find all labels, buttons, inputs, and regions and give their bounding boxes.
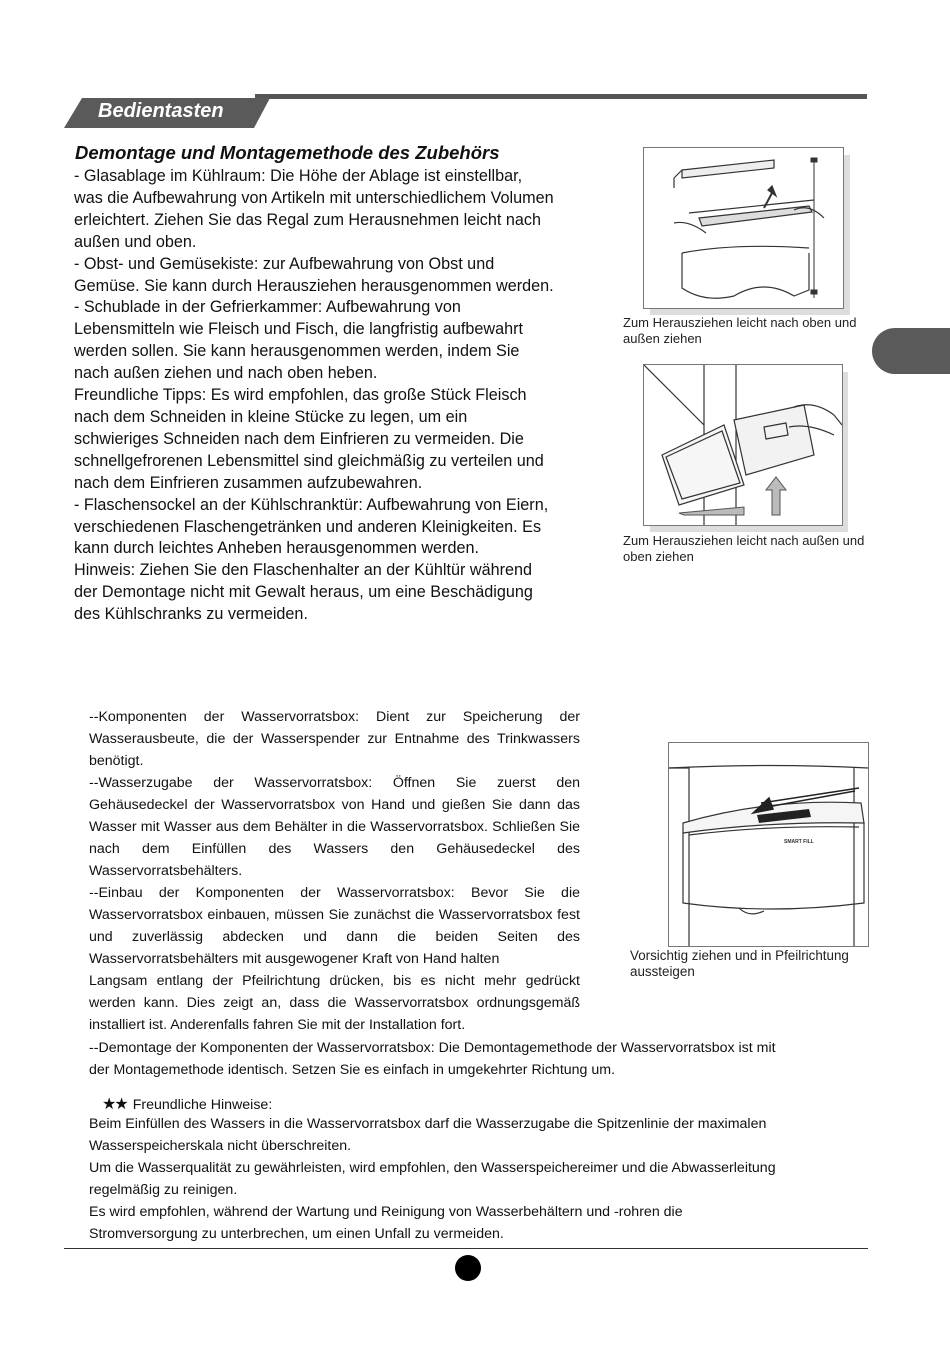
footer-rule xyxy=(64,1248,868,1249)
tips-title-text: Freundliche Hinweise: xyxy=(132,1097,273,1113)
shelf-illustration xyxy=(644,148,843,308)
tip-item: Um die Wasserqualität zu gewährleisten, wird empfohlen, den Wasserspeichereimer und die Abwasserleitung regelmäßig zu reinigen. xyxy=(89,1160,776,1198)
tips-title xyxy=(102,1094,272,1114)
paragraph-water-filling: --Wasserzugabe der Wasservorratsbox: Öffnen Sie zuerst den Gehäusedeckel der Wasservorratsbox von Hand und gießen Sie dann das Wasser mit Wasser aus dem Behälter in die Wasservorratsbox. Schließen Sie nach dem Einfüllen des Wassers den Gehäusedeckel des Wasservorratsbehälters. xyxy=(89,775,580,879)
figure-shelf-removal xyxy=(643,147,844,309)
figure-caption: Zum Herausziehen leicht nach oben und außen ziehen xyxy=(623,315,857,346)
tip-item: Es wird empfohlen, während der Wartung und Reinigung von Wasserbehältern und -rohren die Stromversorgung zu unterbrechen, um einen Unfall zu vermeiden. xyxy=(89,1204,683,1242)
paragraph-bottle-rack: - Flaschensockel an der Kühlschranktür: Aufbewahrung von Eiern, verschiedenen Flaschengetränken und anderen Kleinigkeiten. Es kann durch leichtes Anheben herausgenommen werden. xyxy=(74,495,549,558)
paragraph-water-installation: --Einbau der Komponenten der Wasservorratsbox: Bevor Sie die Wasservorratsbox einbauen, müssen Sie zunächst die Wasservorratsbox fest und zuverlässig abdecken und dann die beiden Seiten des Wasservorratsbehälters mit ausgewogener Kraft von Hand halten xyxy=(89,885,580,967)
water-box-label: SMART FILL xyxy=(784,839,814,845)
paragraph-friendly-tips: Freundliche Tipps: Es wird empfohlen, das große Stück Fleisch nach dem Schneiden in kleine Stücke zu legen, um ein schwieriges Schneiden nach dem Einfrieren zu vermeiden. Die schnellgefrorenen Lebensmittel sind gleichmäßig zu verteilen und nach dem Einfrieren zusammen aufzubewahren. xyxy=(74,386,544,492)
page-title: Bedientasten xyxy=(98,100,224,122)
tip-item: Beim Einfüllen des Wassers in die Wasservorratsbox darf die Wasserzugabe die Spitzenlinie der maximalen Wasserspeicherskala nicht überschreiten. xyxy=(89,1116,767,1154)
paragraph-notice: Hinweis: Ziehen Sie den Flaschenhalter an der Kühltür während der Demontage nicht mit Gewalt heraus, um eine Beschädigung des Kühlschranks zu vermeiden. xyxy=(74,561,533,624)
figure-caption: Vorsichtig ziehen und in Pfeilrichtung aussteigen xyxy=(630,948,849,979)
figure-caption: Zum Herausziehen leicht nach außen und oben ziehen xyxy=(623,533,865,564)
figure-drawer-removal xyxy=(643,364,843,526)
paragraph-glass-shelf: - Glasablage im Kühlraum: Die Höhe der Ablage ist einstellbar, was die Aufbewahrung von Artikeln mit unterschiedlichem Volumen erleichtert. Ziehen Sie das Regal zum Herausnehmen leicht nach außen und oben. xyxy=(74,167,554,251)
paragraph-water-removal: --Demontage der Komponenten der Wasservorratsbox: Die Demontagemethode der Wasservorratsbox ist mit der Montagemethode identisch. Setzen Sie es einfach in umgekehrter Richtung um. xyxy=(89,1040,776,1078)
section-heading: Demontage und Montagemethode des Zubehörs xyxy=(75,142,500,163)
paragraph-water-push: Langsam entlang der Pfeilrichtung drücken, bis es nicht mehr gedrückt werden kann. Dies zeigt an, dass die Wasservorratsbox ordnungsgemäß installiert ist. Anderenfalls fahren Sie mit der Installation fort. xyxy=(89,973,580,1033)
figure-water-box xyxy=(668,742,869,947)
paragraph-crisper: - Obst- und Gemüsekiste: zur Aufbewahrung von Obst und Gemüse. Sie kann durch Herausziehen herausgenommen werden. xyxy=(74,254,554,295)
paragraph-freezer-drawer: - Schublade in der Gefrierkammer: Aufbewahrung von Lebensmitteln wie Fleisch und Fisch, die langfristig aufbewahrt werden sollen. Sie kann herausgenommen werden, indem Sie nach außen ziehen und nach oben heben. xyxy=(74,298,523,383)
stars-icon: ★★ xyxy=(102,1096,127,1113)
page-number-dot xyxy=(455,1255,481,1281)
main-body-text xyxy=(74,166,554,626)
chapter-side-tab xyxy=(872,328,950,374)
water-removal-text xyxy=(89,1037,779,1081)
header-rule xyxy=(255,94,867,99)
paragraph-water-components: --Komponenten der Wasservorratsbox: Dient zur Speicherung der Wasserausbeute, die der Wasserspender zur Entnahme des Trinkwassers benötigt. xyxy=(89,709,580,769)
drawer-illustration xyxy=(644,365,842,525)
water-box-illustration xyxy=(669,743,868,946)
water-box-text xyxy=(89,706,580,1036)
tips-body xyxy=(89,1113,789,1245)
